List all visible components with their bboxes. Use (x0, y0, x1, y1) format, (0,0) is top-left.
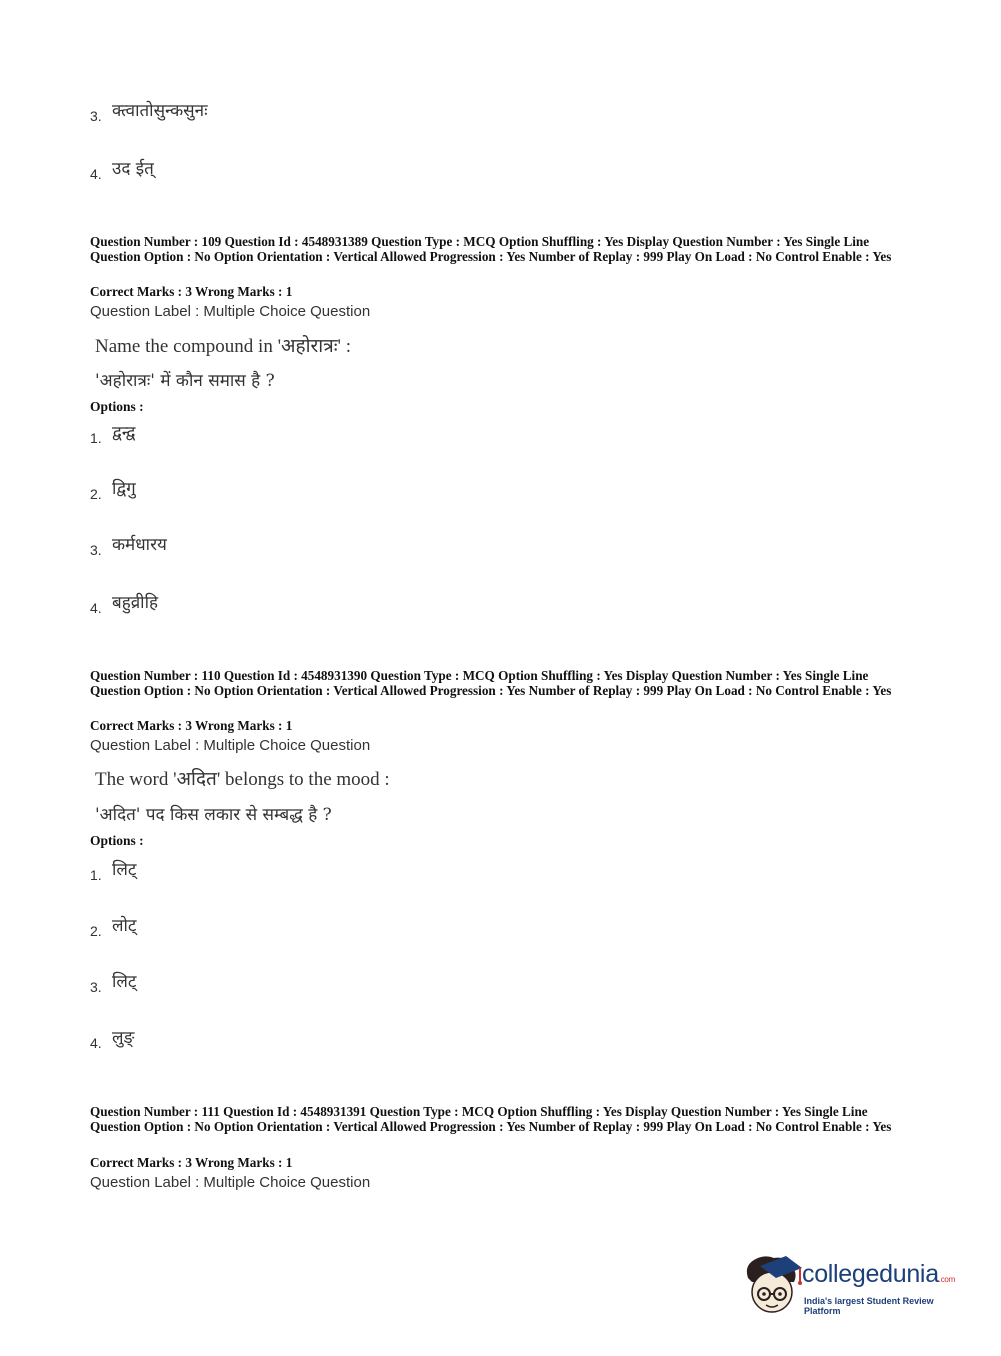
option-item (90, 857, 137, 883)
logo-brand-text (802, 1260, 955, 1289)
options-heading: Options : (90, 833, 144, 848)
option-text: लोट् (112, 916, 137, 936)
option-item (90, 1025, 134, 1051)
collegedunia-logo (742, 1252, 972, 1318)
option-item (90, 156, 154, 182)
question-marks: Correct Marks : 3 Wrong Marks : 1 (90, 718, 293, 733)
option-number: 4. (90, 600, 102, 616)
question-label: Question Label : Multiple Choice Question (90, 737, 371, 754)
mascot-icon (742, 1252, 804, 1318)
option-item (90, 532, 167, 558)
question-marks: Correct Marks : 3 Wrong Marks : 1 (90, 284, 293, 299)
option-item (90, 420, 135, 446)
option-text: द्वन्द्व (112, 423, 136, 443)
question-meta: Question Number : 111 Question Id : 4548931391 Question Type : MCQ Option Shuffling : Yes Display Question Number : Yes Single Line Question Option : No Option Orientation : Vertical Allowed Progression : Yes Number of Replay : 999 Play On Load : No Control Enable : Yes (90, 1104, 892, 1134)
logo-tagline: India's largest Student Review Platform (804, 1296, 934, 1316)
option-text: उद ईत् (112, 159, 154, 179)
option-item (90, 476, 136, 502)
question-marks: Correct Marks : 3 Wrong Marks : 1 (90, 1155, 293, 1170)
option-number: 2. (90, 486, 102, 502)
question-label: Question Label : Multiple Choice Question (90, 303, 371, 320)
question-meta: Question Number : 110 Question Id : 4548931390 Question Type : MCQ Option Shuffling : Yes Display Question Number : Yes Single Line Question Option : No Option Orientation : Vertical Allowed Progression : Yes Number of Replay : 999 Play On Load : No Control Enable : Yes (90, 668, 892, 698)
option-item (90, 590, 158, 616)
question-text-english: Name the compound in 'अहोरात्रः' : (95, 336, 351, 357)
option-text: लिट् (112, 972, 137, 992)
question-label: Question Label : Multiple Choice Question (90, 1174, 371, 1191)
logo-brand-name: collegedunia (802, 1260, 939, 1288)
option-number: 3. (90, 542, 102, 558)
option-number: 4. (90, 1035, 102, 1051)
option-number: 3. (90, 979, 102, 995)
option-text: लुङ् (112, 1028, 135, 1048)
question-text-hindi: 'अहोरात्रः' में कौन समास है ? (95, 371, 275, 391)
options-heading: Options : (90, 399, 144, 414)
question-text-hindi: 'अदित' पद किस लकार से सम्बद्ध है ? (95, 805, 332, 825)
option-number: 2. (90, 923, 102, 939)
option-number: 1. (90, 867, 102, 883)
option-text: द्विगु (112, 479, 136, 499)
option-item (90, 913, 137, 939)
option-number: 1. (90, 430, 102, 446)
option-number: 3. (90, 108, 102, 124)
option-text: बहुव्रीहि (112, 593, 159, 613)
option-text: क्त्वातोसुन्कसुनः (112, 101, 208, 121)
option-item (90, 98, 208, 124)
option-text: कर्मधारय (112, 535, 167, 555)
option-item (90, 969, 137, 995)
question-meta: Question Number : 109 Question Id : 4548931389 Question Type : MCQ Option Shuffling : Yes Display Question Number : Yes Single Line Question Option : No Option Orientation : Vertical Allowed Progression : Yes Number of Replay : 999 Play On Load : No Control Enable : Yes (90, 234, 892, 264)
question-text-english: The word 'अदित' belongs to the mood : (95, 769, 390, 790)
logo-dotcom: .com (938, 1275, 955, 1284)
option-number: 4. (90, 166, 102, 182)
option-text: लिट् (112, 860, 137, 880)
